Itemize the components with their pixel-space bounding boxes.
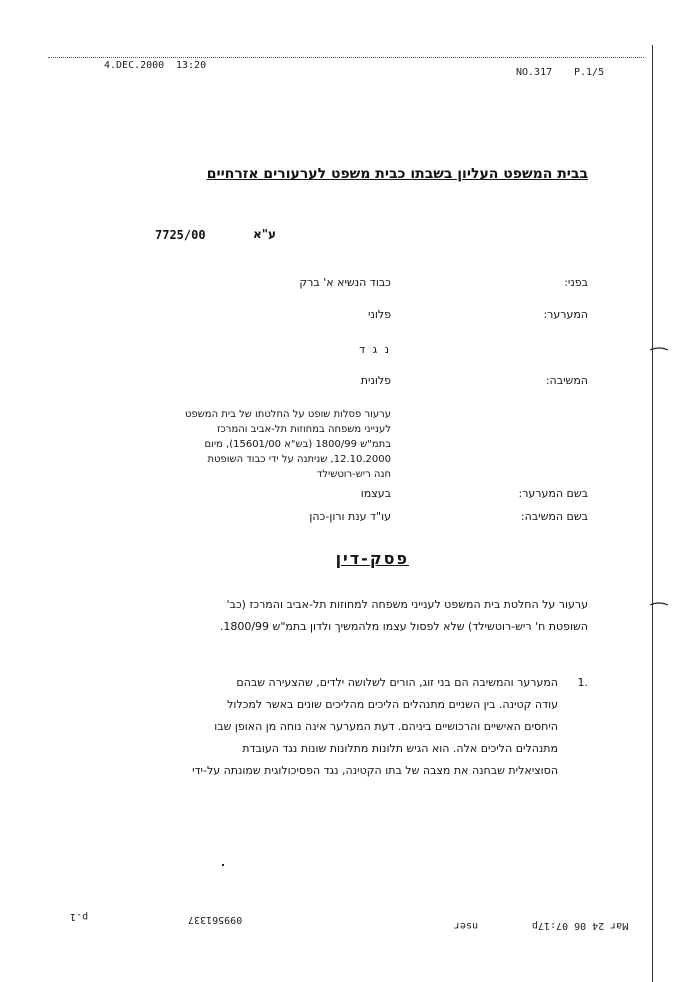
- respondent-rep-value: עו"ד ענת ורון-כהן: [309, 510, 391, 523]
- respondent-label: המשיבה:: [545, 374, 588, 387]
- before-value: כבוד הנשיא א' ברק: [299, 276, 391, 289]
- intro-paragraph: [136, 594, 588, 638]
- paragraph-line: המערער והמשיבה הם בני זוג, הורים לשלושה ילדים, שהצעירה שבהם: [236, 676, 558, 689]
- appellant-rep-value: בעצמו: [360, 487, 391, 500]
- paragraph-line: עודה קטינה. בין השניים מתנהלים הליכים מהליכים שונים באשר למכלול: [227, 698, 558, 711]
- footer-page: p.1: [70, 911, 89, 922]
- verdict-title: פסק-דין: [335, 549, 409, 568]
- appellant-label: המערער:: [543, 308, 588, 321]
- case-label: ע"א: [253, 227, 276, 241]
- appellant-rep-label: בשם המערער:: [518, 487, 588, 500]
- appeal-line: בתמ"ש 1800/99 (בש"א 15601/00), מיום: [204, 439, 391, 450]
- speck: [222, 864, 224, 866]
- appeal-line: לענייני משפחה במחוזות תל-אביב והמרכז: [217, 424, 391, 435]
- fax-time: 13:20: [176, 60, 207, 71]
- paragraph-line: מתנהלים הליכים אלה. הוא הגיש תלונות מתלונות שונות נגד העובדת: [242, 742, 558, 755]
- appellant-value: פלוני: [368, 308, 391, 321]
- paragraph-1: [126, 672, 558, 782]
- page-edge-line: [652, 45, 653, 982]
- case-number: 7725/00: [155, 228, 206, 242]
- fax-page: P.1/5: [574, 67, 605, 78]
- paragraph-line: היחסים האישיים והרכושיים ביניהם. דעת המערער אינה נוחה מן האופן שבו: [214, 720, 558, 733]
- respondent-rep-label: בשם המשיבה:: [520, 510, 588, 523]
- appeal-line: ערעור פסלות שופט על החלטתו של בית המשפט: [184, 409, 391, 420]
- fax-date: 4.DEC.2000: [104, 60, 165, 71]
- versus-label: נ ג ד: [359, 343, 391, 356]
- footer-user: nser: [454, 920, 479, 931]
- margin-mark: [650, 346, 668, 352]
- fax-number: NO.317: [516, 67, 553, 78]
- paragraph-number: 1.: [577, 676, 588, 689]
- appeal-line: חנה ריש-רוטשילד: [316, 469, 391, 480]
- footer-stamp: Mar 24 06 07:17p: [532, 920, 629, 931]
- court-title: בבית המשפט העליון בשבתו כבית משפט לערעורים אזרחיים: [206, 166, 588, 182]
- appeal-description: [184, 407, 391, 482]
- paragraph-line: הסוציאלית שבחנה את מצבה של בתו הקטינה, נגד הפסיכולוגית שמונתה על-ידי: [192, 764, 558, 777]
- before-label: בפני:: [564, 276, 588, 289]
- appeal-line: 12.10.2000, שניתנה על ידי כבוד השופטת: [207, 454, 391, 465]
- intro-line: ערעור על החלטת בית המשפט לענייני משפחה למחוזות תל-אביב והמרכז (כב': [226, 598, 588, 611]
- respondent-value: פלונית: [360, 374, 391, 387]
- intro-line: השופטת ח' ריש-רוטשילד) שלא לפסול עצמו מלהמשיך ולדון בתמ"ש 1800/99.: [219, 620, 588, 633]
- footer-phone: 099561337: [188, 914, 243, 925]
- fax-header-rule: [48, 57, 644, 58]
- margin-mark: [650, 601, 668, 607]
